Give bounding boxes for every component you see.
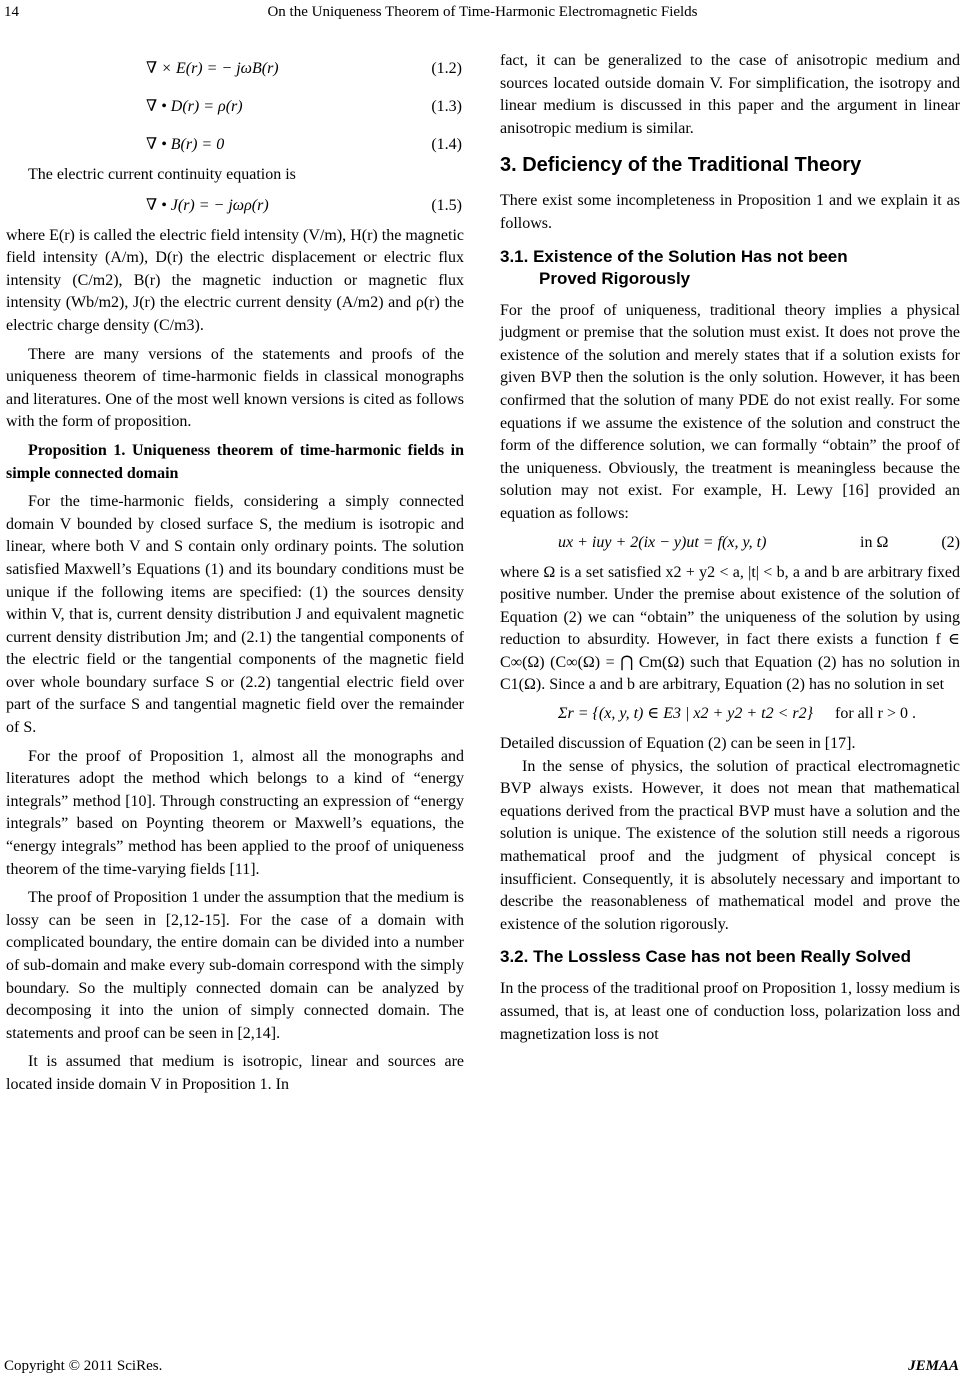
paragraph-section-3: There exist some incompleteness in Proposition 1 and we explain it as follows. [500, 192, 960, 232]
equation-domain: in Ω [860, 533, 889, 551]
equation-2 [500, 526, 960, 562]
subsection-3-2-heading: 3.2. The Lossless Case has not been Really Solved [500, 947, 911, 967]
subsection-3-1-line-2: Proved Rigorously [539, 268, 691, 288]
paragraph-3-1-b: where Ω is a set satisfied x2 + y2 < a, |t| < b, a and b are arbitrary fixed positive number. Under the premise about existence of the solution of Equation (2) we can “obtain” the uniqueness of the solution by using reduction to absurdity. However, in fact there exists a function f ∈ C∞(Ω) (C∞(Ω) = ⋂ Cm(Ω) such that Equation (2) has no solution in C1(Ω). Since a and b are arbitrary, Equation (2) has no solution in set [500, 563, 960, 694]
paragraph-3-1-c: Detailed discussion of Equation (2) can be seen in [17]. [500, 735, 856, 753]
journal-name: JEMAA [908, 1358, 959, 1374]
page-number: 14 [4, 4, 19, 20]
equation-formula: ∇ • J(r) = − jωρ(r) [146, 196, 269, 214]
equation-1-2 [6, 50, 464, 88]
equation-tail: for all r > 0 . [835, 705, 916, 723]
equation-set [500, 697, 960, 733]
proposition-title: Proposition 1. Uniqueness theorem of time-harmonic fields in simple connected domain [6, 441, 464, 482]
equation-number: (1.3) [431, 98, 462, 115]
equation-number: (1.5) [431, 196, 462, 214]
equation-formula: ∇ • B(r) = 0 [146, 136, 225, 153]
paragraph-lossy: The proof of Proposition 1 under the assumption that the medium is lossy can be seen in [2,12-15]. For the case of a domain with complicated boundary, the entire domain can be divided into a number of sub-domain and make every sub-domain correspond with the simply boundary. So the multiply connected domain can be analyzed by decomposing it into the union of simply connected domain. The statements and proof can be seen in [2,14]. [6, 889, 464, 1042]
equation-formula: ∇ • D(r) = ρ(r) [146, 98, 243, 115]
equation-1-3 [6, 88, 464, 126]
paragraph-fact: fact, it can be generalized to the case of anisotropic medium and sources located outside domain V. For simplification, the isotropy and linear medium is discussed in this paper and the argument in linear anisotropic medium is similar. [500, 52, 960, 137]
equation-formula: ux + iuy + 2(ix − y)ut = f(x, y, t) [558, 533, 767, 551]
paragraph-3-2: In the process of the traditional proof on Proposition 1, lossy medium is assumed, that is, at least one of conduction loss, polarization loss and magnetization loss is not [500, 980, 960, 1043]
equation-1-5 [6, 187, 464, 225]
paragraph-versions: There are many versions of the statements and proofs of the uniqueness theorem of time-harmonic fields in classical monographs and literatures. One of the most well known versions is cited as follows with the form of proposition. [6, 345, 464, 431]
left-column [6, 50, 464, 1097]
paragraph-proposition: For the time-harmonic fields, considering a simply connected domain V bounded by closed surface S, the medium is isotropic and linear, where both V and S contain only ordinary points. The solution satisfied Maxwell’s Equations (1) and its boundary conditions must be unique if the following items are specified: (1) the sources density within V, that is, current density distribution J and equivalent magnetic current density distribution Jm; and (2.1) the tangential components of the electric field or the tangential components of the magnetic field over whole boundary surface S or (2.2) tangential electric field over part of the surface S and tangential magnetic field over the remainder of S. [6, 493, 464, 737]
equation-number: (2) [941, 533, 960, 551]
section-3-heading: 3. Deficiency of the Traditional Theory [500, 154, 862, 177]
paragraph-where: where E(r) is called the electric field intensity (V/m), H(r) the magnetic field intensity (A/m), D(r) the electric displacement or electric flux intensity (C/m2), B(r) the magnetic induction or magnetic flux intensity (Wb/m2), J(r) the electric current density (A/m2) and ρ(r) the electric charge density (C/m3). [6, 226, 464, 334]
equation-number: (1.4) [431, 136, 462, 153]
continuity-intro: The electric current continuity equation is [28, 166, 296, 183]
paragraph-assumed: It is assumed that medium is isotropic, linear and sources are located inside domain V in Proposition 1. In [6, 1053, 464, 1093]
subsection-3-1-heading [500, 246, 960, 290]
paragraph-3-1-d: In the sense of physics, the solution of practical electromagnetic BVP always exists. However, it does not mean that mathematical equations derived from the practical BVP must have a solution and the solution is unique. The existence of the solution still needs a rigorous mathematical proof and the judgment of physical concept is insufficient. Consequently, it is absolutely necessary and important to describe the reasonableness of mathematical model and prove the existence of the solution rigorously. [500, 757, 960, 933]
paragraph-proof: For the proof of Proposition 1, almost all the monographs and literatures adopt the method which belongs to a kind of “energy integrals” method [10]. Through constructing an expression of “energy integrals” based on Poynting theorem or Maxwell’s equations, the “energy integrals” method has been applied to the proof of uniqueness theorem of the time-varying fields [11]. [6, 747, 464, 878]
paragraph-3-1-a: For the proof of uniqueness, traditional theory implies a physical judgment or premise that the solution must exist. It does not prove the existence of the solution and merely states that if a solution exists for given BVP then the solution is the only solution. However, it has been confirmed that the solution of many PDE do not exist really. For some equations if we assume the existence of the solution and construct the form of the difference solution, we can formally “obtain” the proof of the uniqueness. Obviously, the treatment is meaningless because the solution may not exist. For example, H. Lewy [16] provided an equation as follows: [500, 301, 960, 522]
right-column [500, 50, 960, 1046]
copyright: Copyright © 2011 SciRes. [4, 1358, 163, 1374]
subsection-3-1-line-1: 3.1. Existence of the Solution Has not been [500, 246, 848, 266]
equation-1-4 [6, 126, 464, 164]
equation-formula: Σr = {(x, y, t) ∈ E3 | x2 + y2 + t2 < r2} [558, 705, 814, 723]
running-title: On the Uniqueness Theorem of Time-Harmonic Electromagnetic Fields [267, 4, 698, 20]
equation-formula: ∇ × E(r) = − jωB(r) [146, 60, 279, 77]
equation-number: (1.2) [431, 60, 462, 77]
page-header [0, 4, 965, 24]
